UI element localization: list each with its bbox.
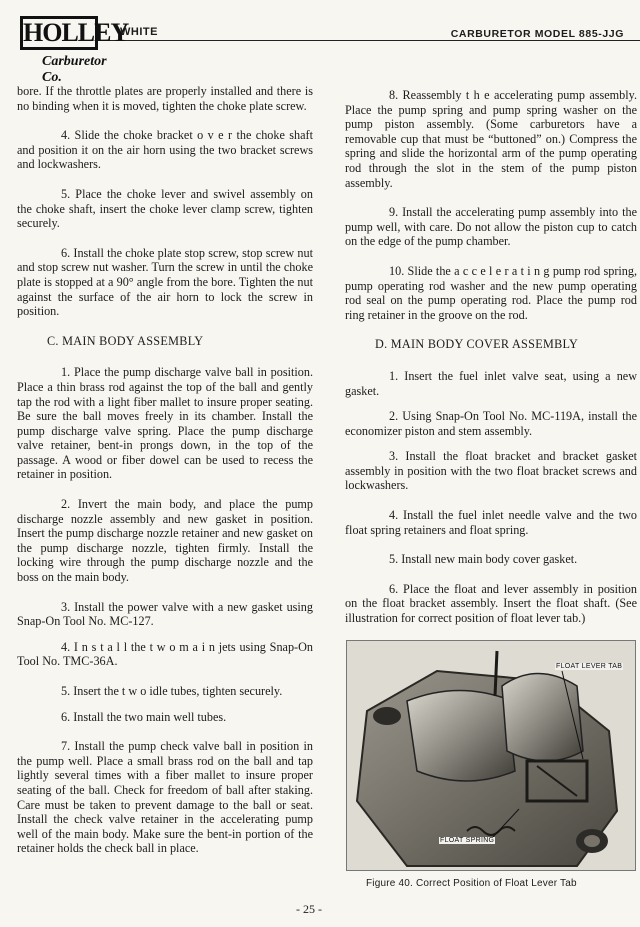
paragraph: 5. Insert the t w o idle tubes, tighten securely.: [61, 684, 283, 698]
header-color: WHITE: [120, 26, 158, 38]
logo-script: Carburetor Co.: [42, 54, 107, 85]
holley-logo: [14, 10, 129, 85]
paragraph: 2. Using Snap-On Tool No. MC-119A, install the economizer piston and stem assembly.: [345, 409, 637, 438]
paragraph: 7. Install the pump check valve ball in position in the pump well. Place a small brass rod on the ball and tap lightly several times with a fiber mallet to insure proper seating of the ball. Check for freedom of ball after staking. Care must be taken to prevent damage to the ball or seat. Install the check valve retainer in the accelerating pump well of the main body. Make sure the bent-in portion of the retainer holds the check ball in place.: [17, 739, 313, 856]
paragraph: 4. Install the fuel inlet needle valve and the two float spring retainers and float spring.: [345, 508, 637, 537]
left-column: [17, 84, 313, 871]
paragraph: 5. Install new main body cover gasket.: [389, 552, 578, 567]
paragraph: 3. Install the float bracket and bracket gasket assembly in position with the two float bracket screws and lockwashers.: [345, 449, 637, 493]
figure-float-assembly: [346, 640, 636, 871]
label-float-lever-tab: FLOAT LEVER TAB: [556, 663, 623, 670]
logo-wordmark: HOLLEY: [20, 16, 98, 50]
figure-caption: Figure 40. Correct Position of Float Lever Tab: [366, 878, 577, 889]
right-column: [345, 88, 637, 641]
paragraph: 3. Install the power valve with a new gasket using Snap-On Tool No. MC-127.: [17, 599, 313, 629]
paragraph: 6. Install the two main well tubes.: [61, 709, 227, 724]
section-heading-c: C. MAIN BODY ASSEMBLY: [47, 333, 204, 348]
header-rule: [104, 40, 640, 41]
paragraph: 2. Invert the main body, and place the pump discharge nozzle assembly and new gasket in position. Insert the pump discharge nozzle retainer and new gasket on the pump discharge nozzle, tighten firmly. Install the locking wire through the pump discharge nozzle and the boss on the main body.: [17, 497, 313, 585]
paragraph: bore. If the throttle plates are properly installed and there is no binding when it is moved, tighten the choke plate screw.: [17, 84, 313, 113]
paragraph: 1. Insert the fuel inlet valve seat, using a new gasket.: [345, 368, 637, 398]
section-heading-d: D. MAIN BODY COVER ASSEMBLY: [375, 337, 579, 352]
page-number: - 25 -: [296, 902, 322, 916]
paragraph: 4. Slide the choke bracket o v e r the choke shaft and position it on the air horn using the two bracket screws and lockwashers.: [17, 128, 313, 172]
paragraph: 4. I n s t a l l the t w o m a i n jets using Snap-On Tool No. TMC-36A.: [17, 639, 313, 669]
paragraph: 9. Install the accelerating pump assembly into the pump well, with care. Do not allow the piston cup to catch on the edge of the pump chamber.: [345, 205, 637, 249]
label-float-spring: FLOAT SPRING: [440, 837, 495, 844]
paragraph: 6. Install the choke plate stop screw, stop screw nut and stop screw nut washer. Turn the screw in until the choke plate is stopped at a 90° angle from the bore. Tighten the nut against the surface of the air horn to lock the screw in position.: [17, 245, 313, 319]
header-model: CARBURETOR MODEL 885-JJG: [450, 28, 624, 40]
paragraph: 1. Place the pump discharge valve ball in position. Place a thin brass rod against the top of the ball and gently tap the rod with a light fiber mallet to insure proper seating. Be sure the ball moves freely in its chamber. Install the pump discharge valve spring. Place the pump discharge valve retainer, bent-in prongs down, in the top of the passage. A wood or fiber dowel can be used to recess the retainer in position.: [17, 365, 313, 482]
paragraph: 8. Reassembly t h e accelerating pump assembly. Place the pump spring and pump spring washer on the pump piston assembly. (Some carburetors have a removable cup that must be “buttoned” on.) Compress the spring and slide the horizontal arm of the pump operating rod through the slot in the stem of the pump piston assembly.: [345, 88, 637, 190]
paragraph: 10. Slide the a c c e l e r a t i n g pump rod spring, pump operating rod washer and the new pump operating rod seal on the pump operating rod. Place the pump rod ring retainer in the groove on the rod.: [345, 263, 637, 322]
paragraph: 6. Place the float and lever assembly in position on the float bracket assembly. Insert the float shaft. (See illustration for correct position of float lever tab.): [345, 581, 637, 626]
paragraph: 5. Place the choke lever and swivel assembly on the choke shaft, insert the choke lever clamp screw, tighten securely.: [17, 186, 313, 231]
